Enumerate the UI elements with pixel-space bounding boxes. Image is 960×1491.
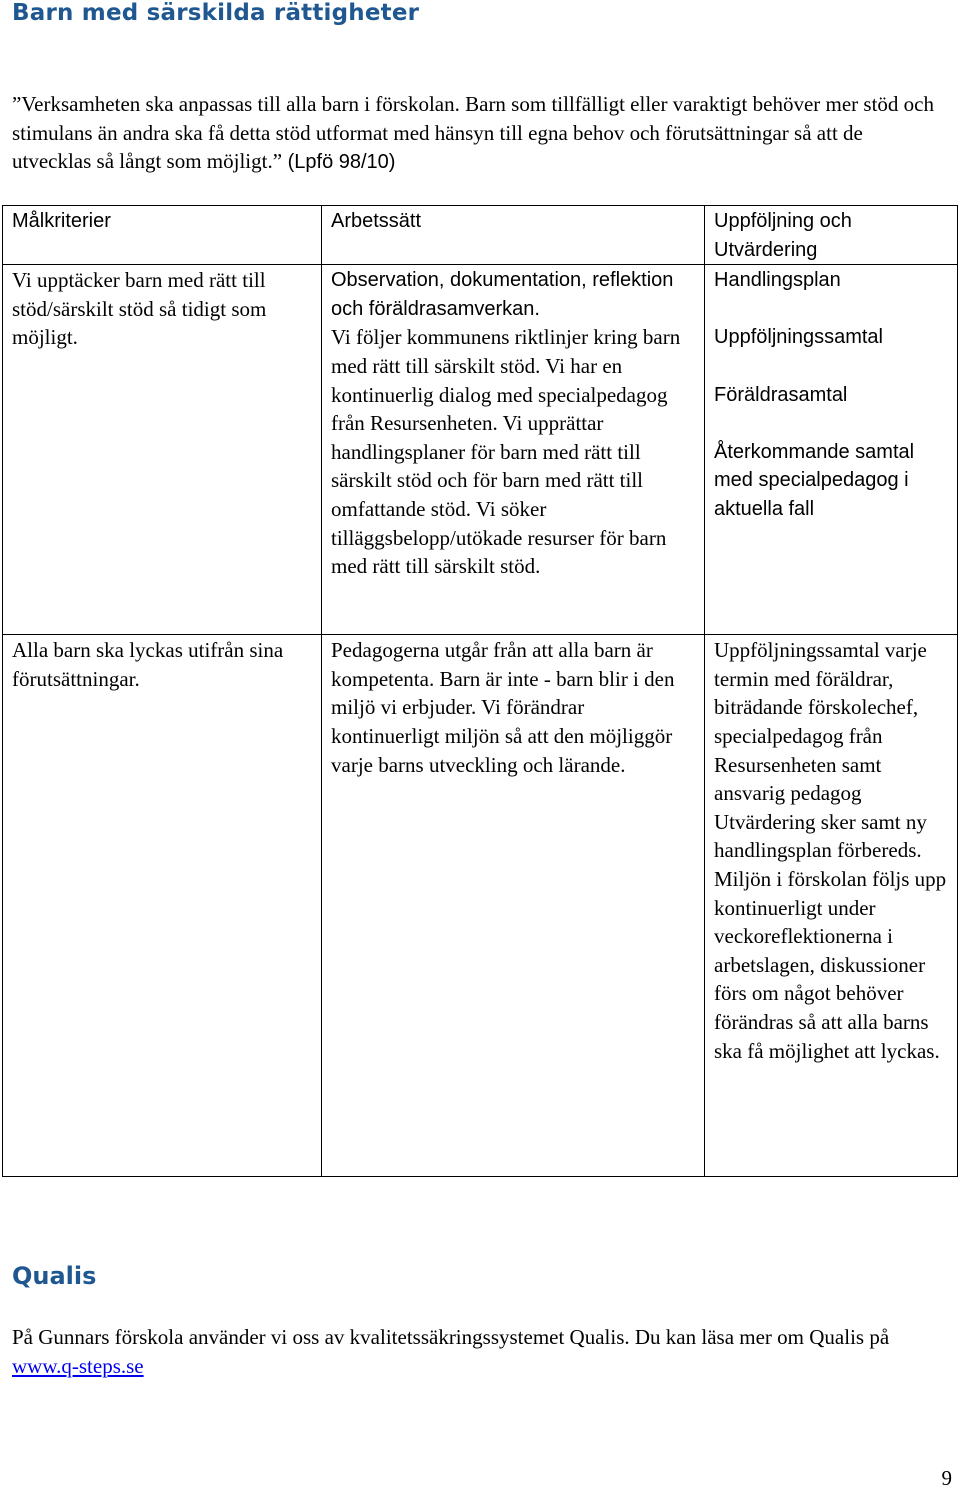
table-row xyxy=(3,635,958,1177)
method-lead: Observation, dokumentation, reflektion och föräldrasamverkan. xyxy=(331,269,674,320)
section-heading: Barn med särskilda rättigheter xyxy=(12,0,420,26)
criteria-text: Alla barn ska lyckas utifrån sina förutsättningar. xyxy=(12,638,284,691)
table-row xyxy=(3,265,958,635)
header-criteria: Målkriterier xyxy=(3,206,322,265)
quote-source: (Lpfö 98/10) xyxy=(282,151,396,173)
qualis-text: På Gunnars förskola använder vi oss av kvalitetssäkringssystemet Qualis. Du kan läsa mer om Qualis på xyxy=(12,1325,890,1349)
followup-item: Återkommande samtal med specialpedagog i aktuella fall xyxy=(714,440,915,520)
qualis-link[interactable]: www.q-steps.se xyxy=(12,1354,144,1378)
method-text: Vi följer kommunens riktlinjer kring barn med rätt till särskilt stöd. Vi har en kontinuerlig dialog med specialpedagog från Resursenheten. Vi upprättar handlingsplaner för barn med rätt till särskilt stöd och för barn med rätt till omfattande stöd. Vi söker tilläggsbelopp/utökade resurser för barn med rätt till särskilt stöd. xyxy=(331,325,681,579)
method-cell xyxy=(322,635,705,1177)
criteria-table xyxy=(2,205,958,1177)
followup-item: Uppföljningssamtal xyxy=(714,326,883,349)
criteria-text: Vi upptäcker barn med rätt till stöd/särskilt stöd så tidigt som möjligt. xyxy=(12,268,267,350)
page-number: 9 xyxy=(941,1466,952,1490)
table-header-row xyxy=(3,206,958,265)
followup-text: Uppföljningssamtal varje termin med föräldrar, biträdande förskolechef, specialpedagog från Resursenheten samt ansvarig pedagog Utvärdering sker samt ny handlingsplan förbereds. Miljön i förskolan följs upp kontinuerligt under veckoreflektionerna i arbetslagen, diskussioner förs om något behöver förändras så att alla barns ska få möjlighet att lyckas. xyxy=(714,638,947,1063)
curriculum-quote xyxy=(12,90,947,177)
criteria-cell xyxy=(3,265,322,635)
method-cell xyxy=(322,265,705,635)
followup-cell xyxy=(705,635,958,1177)
qualis-paragraph xyxy=(12,1323,957,1381)
criteria-cell xyxy=(3,635,322,1177)
method-text: Pedagogerna utgår från att alla barn är kompetenta. Barn är inte - barn blir i den miljö vi erbjuder. Vi förändrar kontinuerligt miljön så att den möjliggör varje barns utveckling och lärande. xyxy=(331,638,675,777)
qualis-heading: Qualis xyxy=(12,1262,97,1290)
followup-item: Föräldrasamtal xyxy=(714,383,848,406)
followup-item: Handlingsplan xyxy=(714,269,841,292)
followup-cell xyxy=(705,265,958,635)
quote-text: ”Verksamheten ska anpassas till alla barn i förskolan. Barn som tillfälligt eller varaktigt behöver mer stöd och stimulans än andra ska få detta stöd utformat med hänsyn till egna behov och förutsättningar så att de utvecklas så långt som möjligt.” xyxy=(12,92,934,173)
header-method: Arbetssätt xyxy=(322,206,705,265)
header-followup: Uppföljning och Utvärdering xyxy=(705,206,958,265)
